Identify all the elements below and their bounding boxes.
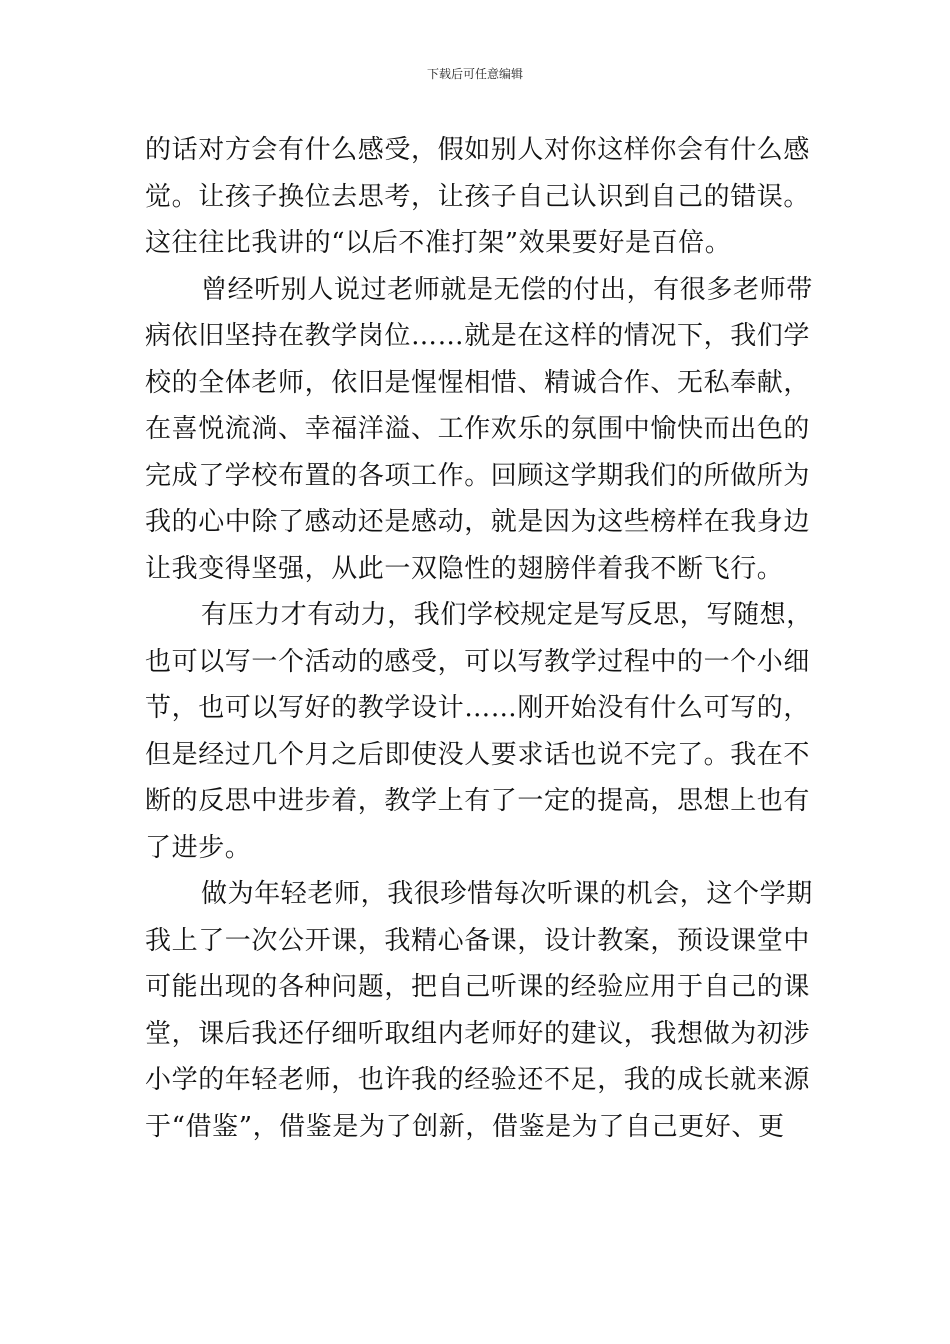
text-line: 校的全体老师，依旧是惺惺相惜、精诚合作、无私奉献， [145, 367, 811, 398]
text-line: 觉。让孩子换位去思考，让孩子自己认识到自己的错误。 [145, 181, 811, 212]
text-line: 断的反思中进步着，教学上有了一定的提高，思想上也有 [145, 786, 811, 816]
paragraph-first-line: 有压力才有动力，我们学校规定是写反思，写随想， [201, 600, 813, 630]
text-line: 也可以写一个活动的感受，可以写教学过程中的一个小细 [145, 646, 811, 677]
text-line: 于“借鉴”，借鉴是为了创新，借鉴是为了自己更好、更 [145, 1111, 785, 1142]
document-body [145, 127, 813, 1150]
page-header: 下载后可任意编辑 [426, 67, 523, 81]
text-line: 可能出现的各种问题，把自己听课的经验应用于自己的课 [145, 972, 811, 1002]
text-line: 堂，课后我还仔细听取组内老师好的建议，我想做为初涉 [145, 1018, 811, 1049]
paragraph-first-line: 曾经听别人说过老师就是无偿的付出，有很多老师带 [201, 274, 813, 305]
text-line: 病依旧坚持在教学岗位……就是在这样的情况下，我们学 [145, 321, 811, 351]
text-line: 在喜悦流淌、幸福洋溢、工作欢乐的氛围中愉快而出色的 [145, 414, 811, 444]
paragraph-first-line: 做为年轻老师，我很珍惜每次听课的机会，这个学期 [201, 879, 813, 909]
text-line: 节，也可以写好的教学设计……刚开始没有什么可写的， [145, 693, 811, 723]
text-line: 小学的年轻老师，也许我的经验还不足，我的成长就来源 [145, 1065, 811, 1095]
text-line: 完成了学校布置的各项工作。回顾这学期我们的所做所为 [145, 460, 811, 491]
text-line: 这往往比我讲的“以后不准打架”效果要好是百倍。 [145, 228, 732, 258]
text-line: 让我变得坚强，从此一双隐性的翅膀伴着我不断飞行。 [145, 553, 784, 584]
text-line: 了进步。 [145, 832, 252, 863]
text-line: 的话对方会有什么感受，假如别人对你这样你会有什么感 [145, 135, 811, 165]
text-line: 我的心中除了感动还是感动，就是因为这些榜样在我身边 [145, 507, 811, 537]
text-line: 我上了一次公开课，我精心备课，设计教案，预设课堂中 [145, 925, 811, 956]
text-line: 但是经过几个月之后即使没人要求话也说不完了。我在不 [145, 739, 811, 770]
